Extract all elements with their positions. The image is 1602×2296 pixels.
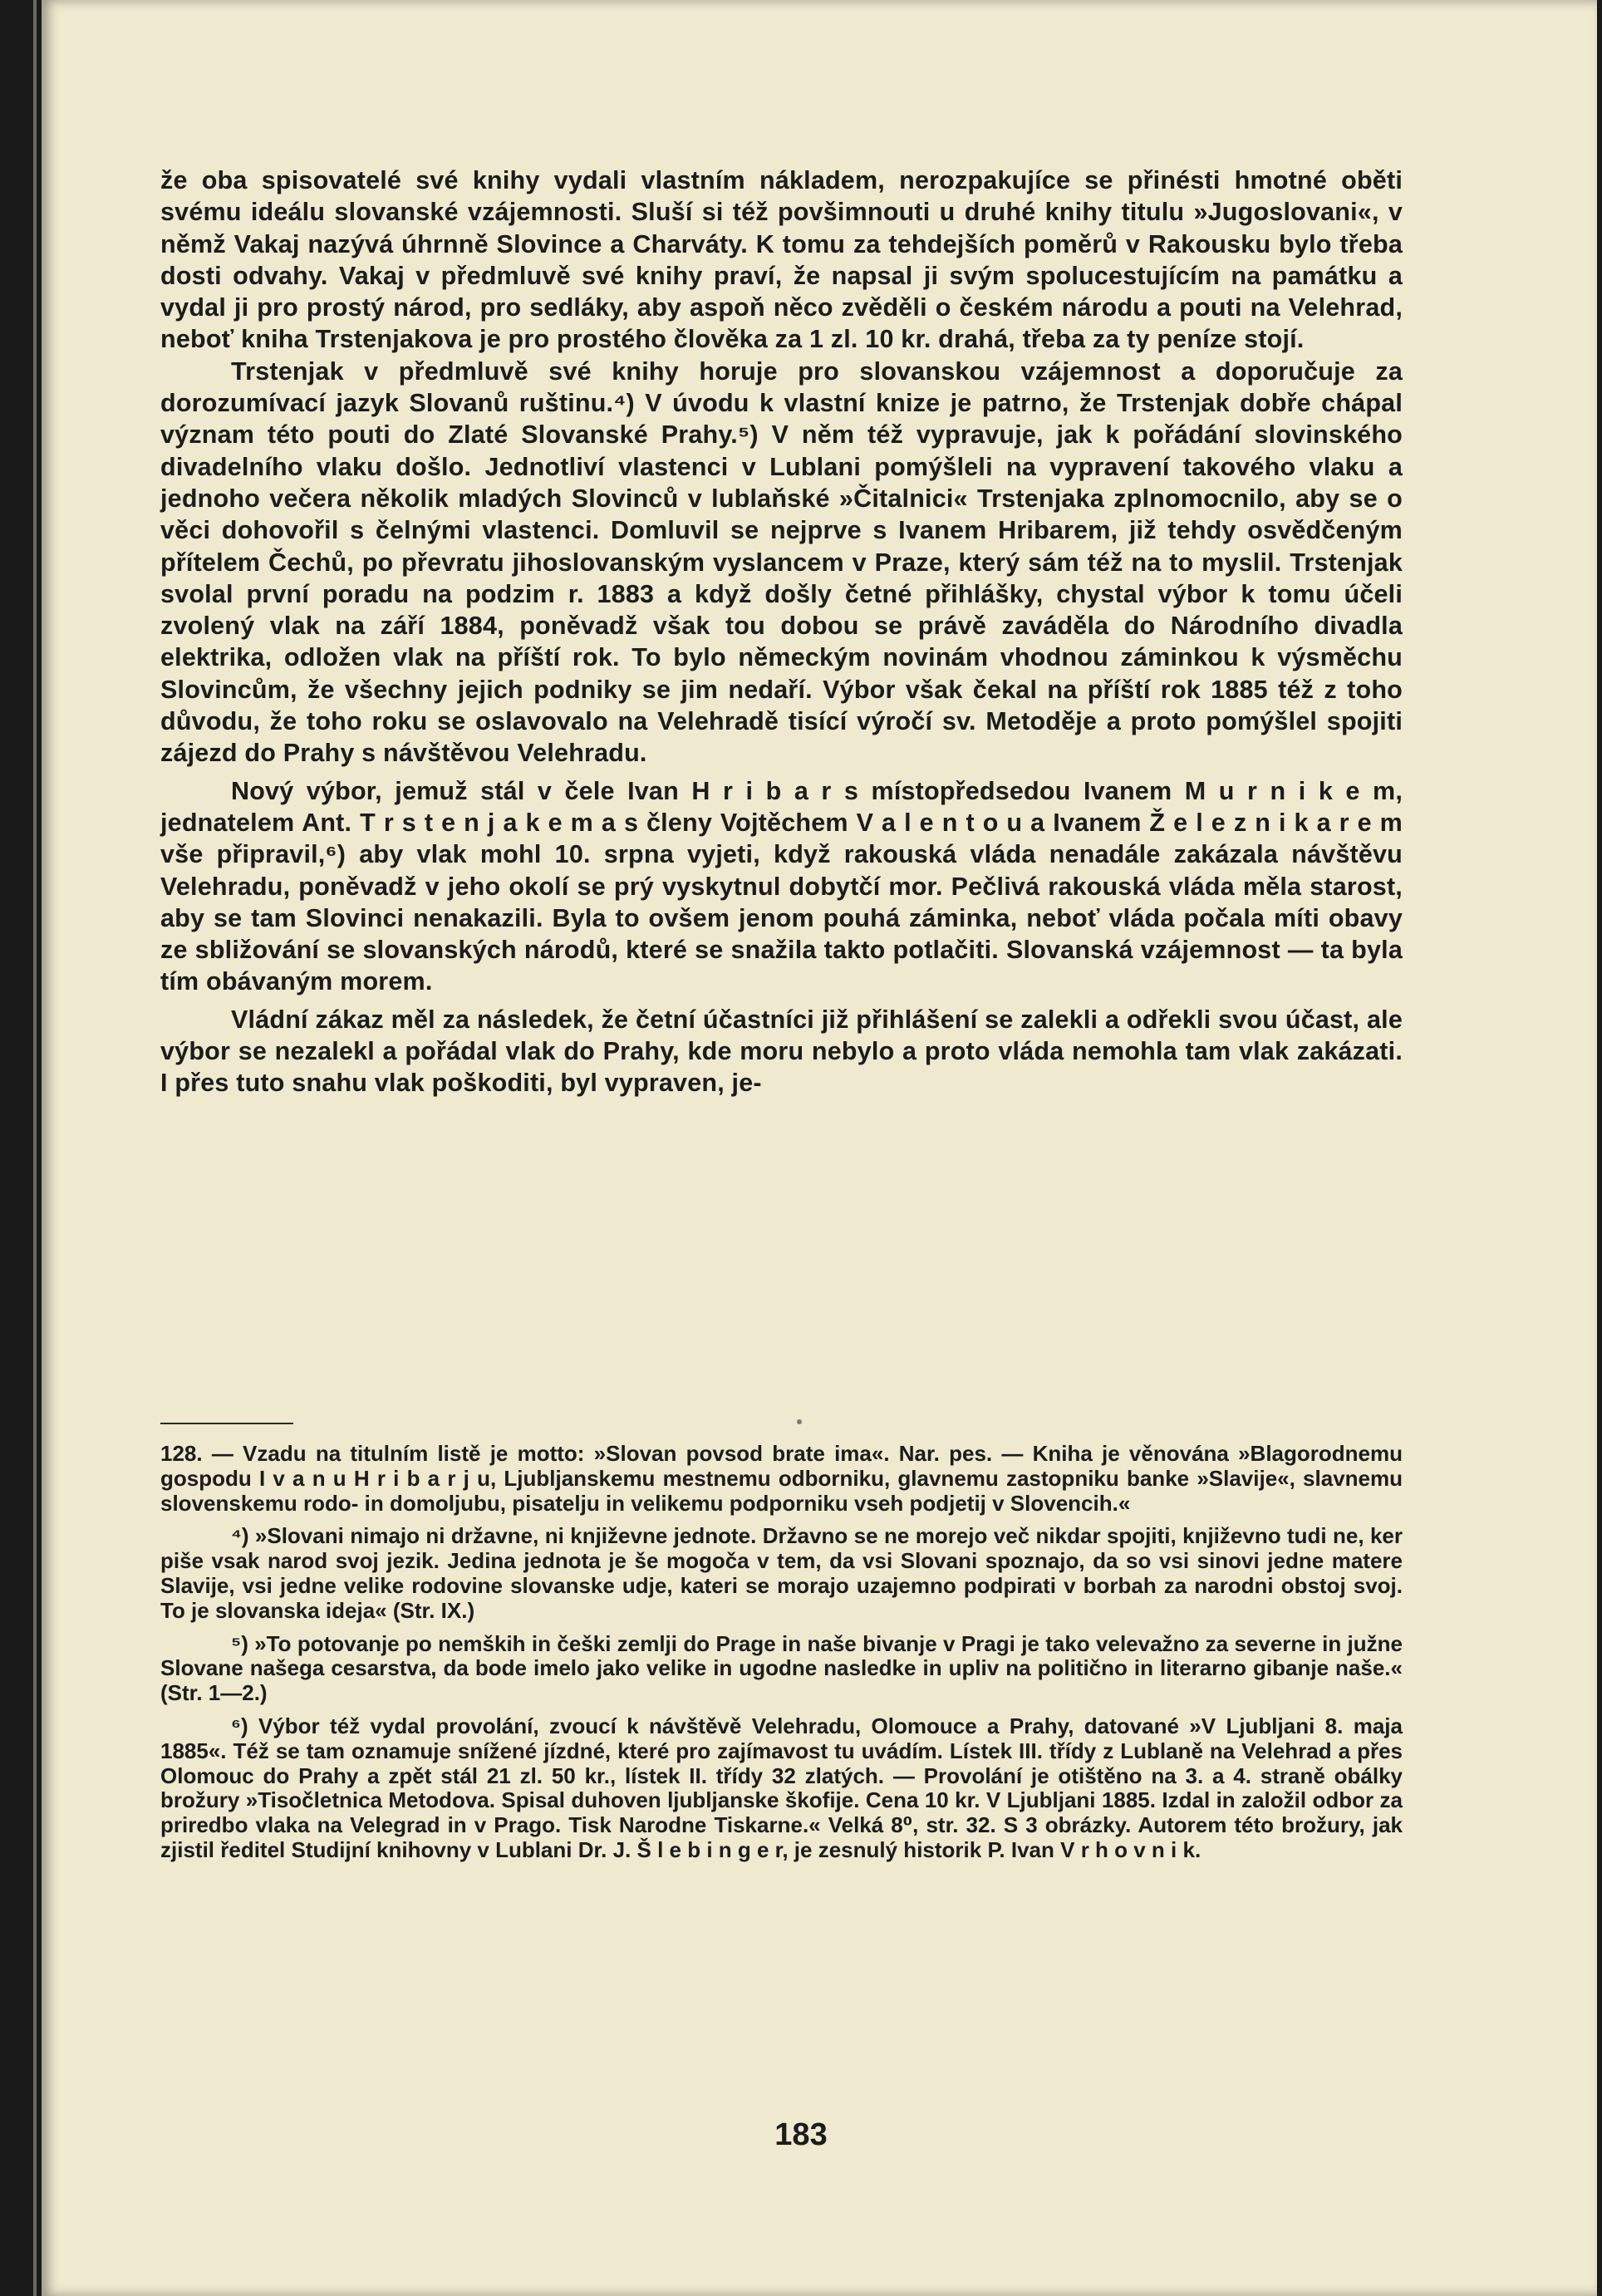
footnote-4: ⁴) »Slovani nimajo ni državne, ni književne jednote. Državno se ne morejo več nikdar spojiti, književno tudi ne, ker piše vsak narod svoj jezik. Jedina jednota je še mogoča v tem, da vsi Slovani spoznajo, da so vsi sinovi jedne matere Slavije, vsi jedne velike rodovine slovanske udje, kateri se morajo uzajemno podpirati v borbah za narodni obstoj svoj. To je slovanska ideja« (Str. IX.) xyxy=(160,1523,1403,1623)
footnote-separator xyxy=(160,1423,293,1424)
paragraph-1: že oba spisovatelé své knihy vydali vlastním nákladem, nerozpakujíce se přinésti hmotné oběti svému ideálu slovanské vzájemnosti. Sluší si též povšimnouti u druhé knihy titulu »Jugoslovani«, v němž Vakaj nazývá úhrnně Slovince a Charváty. K tomu za tehdejších poměrů v Rakousku bylo třeba dosti odvahy. Vakaj v předmluvě své knihy praví, že napsal ji svým spolucestujícím na památku a vydal ji pro prostý národ, pro sedláky, aby aspoň něco zvěděli o českém národu a pouti na Velehrad, neboť kniha Trstenjakova je pro prostého člověka za 1 zl. 10 kr. drahá, třeba za ty peníze stojí. xyxy=(160,166,1403,354)
paragraph-2: Trstenjak v předmluvě své knihy horuje pro slovanskou vzájemnost a doporučuje za dorozumívací jazyk Slovanů ruštinu.⁴) V úvodu k vlastní knize je patrno, že Trstenjak dobře chápal význam této pouti do Zlaté Slovanské Prahy.⁵) V něm též vypravuje, jak k pořádání slovinského divadelního vlaku došlo. Jednotliví vlastenci v Lublani pomýšleli na vypravení takového vlaku a jednoho večera několik mladých Slovinců v lublaňské »Čitalnici« Trstenjaka zplnomocnilo, aby se o věci dohovořil s čelnými vlastenci. Domluvil se nejprve s Ivanem Hribarem, již tehdy osvědčeným přítelem Čechů, po převratu jihoslovanským vyslancem v Praze, který sám též na to myslil. Trstenjak svolal první poradu na podzim r. 1883 a když došly četné přihlášky, chystal výbor k tomu účeli zvolený vlak na září 1884, poněvadž však tou dobou se právě zaváděla do Národního divadla elektrika, odložen vlak na příští rok. To bylo německým novinám vhodnou záminkou k výsměchu Slovincům, že všechny jejich podniky se jim nedaří. Výbor však čekal na příští rok 1885 též z toho důvodu, že toho roku se oslavovalo na Velehradě tisící výročí sv. Metoděje a proto pomýšlel spojiti zájezd do Prahy s návštěvou Velehradu. xyxy=(160,356,1403,768)
footnote-6: ⁶) Výbor též vydal provolání, zvoucí k návštěvě Velehradu, Olomouce a Prahy, datované »V Ljubljani 8. maja 1885«. Též se tam oznamuje snížené jízdné, které pro zajímavost tu uvádím. Lístek III. třídy z Lublaně na Velehrad a přes Olomouc do Prahy a zpět stál 21 zl. 50 kr., lístek II. třídy 32 zlatých. — Provolání je otištěno na 3. a 4. straně obálky brožury »Tisočletnica Metodova. Spisal duhoven ljubljanske škofije. Cena 10 kr. V Ljubljani 1885. Izdal in založil odbor za priredbo vlaka na Velegrad in v Prago. Tisk Narodne Tiskarne.« Velká 8⁰, str. 32. S 3 obrázky. Autorem této brožury, jak zjistil ředitel Studijní knihovny v Lublani Dr. J. Š l e b i n g e r, je zesnulý historik P. Ivan V r h o v n i k. xyxy=(160,1713,1403,1862)
paragraph-3: Nový výbor, jemuž stál v čele Ivan H r i b a r s místopředsedou Ivanem M u r n i k e m, jednatelem Ant. T r s t e n j a k e m a s členy Vojtěchem V a l e n t o u a Ivanem Ž e l e z n i k a r e m vše připravil,⁶) aby vlak mohl 10. srpna vyjeti, když rakouská vláda nenadále zakázala návštěvu Velehradu, poněvadž v jeho okolí se prý vyskytnul dobytčí mor. Pečlivá rakouská vláda měla starost, aby se tam Slovinci nenakazili. Byla to ovšem jenom pouhá záminka, neboť vláda počala míti obavy ze sbližování se slovanských národů, které se snažila takto potlačiti. Slovanská vzájemnost — ta byla tím obávaným morem. xyxy=(160,776,1403,996)
footnotes xyxy=(160,1442,1403,1871)
page-number: 183 xyxy=(774,2117,828,2152)
book-spine-edge xyxy=(33,0,37,2296)
paragraph-4: Vládní zákaz měl za následek, že četní účastníci již přihlášení se zalekli a odřekli svou účast, ale výbor se nezalekl a pořádal vlak do Prahy, kde moru nebylo a proto vláda nemohla tam vlak zakázati. I přes tuto snahu vlak poškoditi, byl vypraven, je- xyxy=(160,1005,1403,1098)
main-text xyxy=(160,165,1403,1099)
footnote-continuation: 128. — Vzadu na titulním listě je motto: »Slovan povsod brate ima«. Nar. pes. — Kniha je věnována »Blagorodnemu gospodu I v a n u H r i b a r j u, Ljubljanskemu mestnemu odborniku, glavnemu zastopniku banke »Slavije«, slavnemu slovenskemu rodo- in domoljubu, pisatelju in velikemu podporniku vseh podjetij v Slovencih.« xyxy=(160,1441,1403,1516)
print-speck xyxy=(797,1419,802,1424)
footnote-5: ⁵) »To potovanje po nemških in češki zemlji do Prage in naše bivanje v Pragi je tako velevažno za severne in južne Slovane našega cesarstva, da bode imelo jako velike in ugodne nasledke in upliv na politično in literarno gibanje naše.« (Str. 1—2.) xyxy=(160,1630,1403,1706)
